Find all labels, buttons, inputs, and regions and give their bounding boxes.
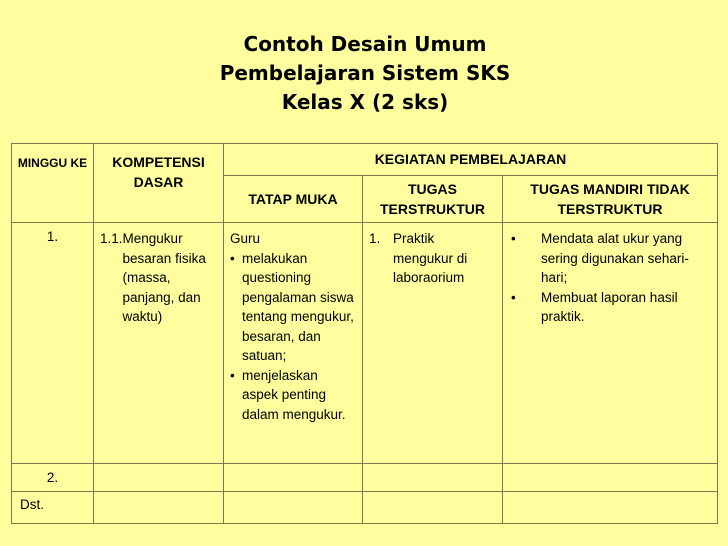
empty-cell [224,464,363,492]
list-number: 1. [369,231,381,246]
list-item-text: Membuat laporan hasil praktik. [541,289,678,324]
empty-cell [503,492,718,524]
title-line-2: Pembelajaran Sistem SKS [219,61,511,85]
minggu-cell: 2. [12,464,94,492]
title-line-3: Kelas X (2 sks) [281,90,449,114]
table-row [12,492,718,524]
empty-cell [503,464,718,492]
bullet-icon: • [511,289,516,305]
header-kompetensi: KOMPETENSI DASAR [94,144,224,223]
header-tugas-terstruktur: TUGAS TERSTRUKTUR [363,176,503,223]
tatap-muka-cell [224,223,363,464]
empty-cell [94,464,224,492]
header-tugas-mandiri: TUGAS MANDIRI TIDAK TERSTRUKTUR [503,176,718,223]
tugas-mandiri-list [509,229,711,327]
header-minggu: MINGGU KE [12,144,94,223]
tugas-terstruktur-cell [363,223,503,464]
header-tatap-muka: TATAP MUKA [224,176,363,223]
bullet-icon: • [230,250,235,266]
slide-title [160,30,570,117]
list-item-text: melakukan questioning pengalaman siswa tentang mengukur, besaran, dan satuan; [242,250,354,363]
minggu-cell: Dst. [12,492,94,524]
empty-cell [363,464,503,492]
bullet-icon: • [230,367,235,383]
tugas-mandiri-cell [503,223,718,464]
list-item [230,366,356,425]
list-item-text: menjelaskan aspek penting dalam mengukur. [242,367,346,422]
empty-cell [224,492,363,524]
title-line-1: Contoh Desain Umum [243,32,487,56]
list-item [509,288,711,327]
table-row [12,223,718,464]
list-item [230,249,356,366]
list-item [509,229,711,288]
kompetensi-text: Mengukur besaran fisika (massa, panjang, dan waktu) [122,231,206,324]
minggu-cell: 1. [12,223,94,464]
list-item-text: Mendata alat ukur yang sering digunakan sehari-hari; [541,231,689,285]
header-row-1 [12,144,718,176]
kompetensi-item [100,229,217,327]
bullet-icon: • [511,231,516,246]
empty-cell [363,492,503,524]
header-kegiatan: KEGIATAN PEMBELAJARAN [224,144,718,176]
tatap-muka-intro: Guru [230,231,261,246]
table-row [12,464,718,492]
kompetensi-cell [94,223,224,464]
tatap-muka-list [230,249,356,425]
empty-cell [94,492,224,524]
list-item [369,229,496,288]
tugas-terstruktur-list [369,229,496,288]
kompetensi-number: 1.1. [100,231,123,246]
list-item-text: Praktik mengukur di laboraorium [393,231,468,285]
design-table [11,143,718,524]
